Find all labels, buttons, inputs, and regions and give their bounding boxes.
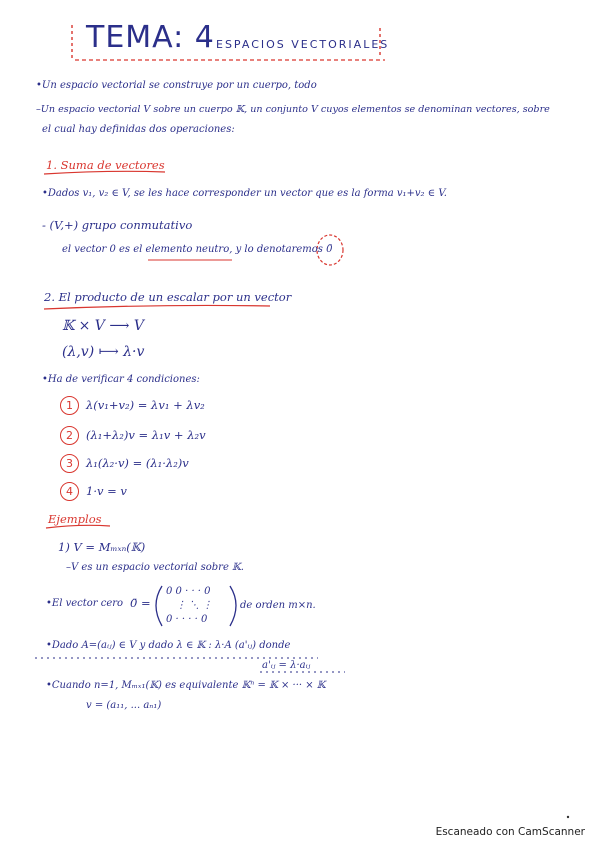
matrix-left-paren bbox=[156, 586, 162, 626]
example-1-note: –V es un espacio vectorial sobre 𝕂. bbox=[66, 562, 244, 573]
condition-number-3: 3 bbox=[60, 454, 79, 473]
intro-line-2: –Un espacio vectorial V sobre un cuerpo 𝕂, un conjunto V cuyos elementos se denominan vectores, sobre bbox=[36, 104, 550, 115]
zero-vector-symbol: 0̄ = bbox=[130, 596, 151, 610]
condition-text-4: 1·v = v bbox=[86, 484, 127, 498]
zero-vector-suffix: de orden m×n. bbox=[240, 600, 316, 611]
map-domain: 𝕂 × V ⟶ V bbox=[62, 318, 144, 334]
examples-heading: Ejemplos bbox=[48, 512, 102, 526]
example-1: 1) V = Mₘₓₙ(𝕂) bbox=[58, 540, 146, 554]
intro-line-1: •Un espacio vectorial se construye por un cuerpo, todo bbox=[36, 80, 317, 91]
section2-underline bbox=[44, 305, 270, 309]
scanner-footer: Escaneado con CamScanner bbox=[435, 826, 585, 838]
matrix-row-1: 0 0 · · · 0 bbox=[166, 586, 211, 597]
scalar-product-entry: a'ᵢⱼ = λ·aᵢⱼ bbox=[262, 660, 311, 671]
equivalence-vector: v = (a₁₁, ... aₙ₁) bbox=[86, 700, 162, 711]
section1-heading: 1. Suma de vectores bbox=[46, 158, 165, 172]
map-rule: (λ,v) ⟼ λ·v bbox=[62, 344, 145, 360]
condition-text-2: (λ₁+λ₂)v = λ₁v + λ₂v bbox=[86, 428, 206, 442]
conditions-intro: •Ha de verificar 4 condiciones: bbox=[42, 374, 200, 385]
zero-vector-prefix: •El vector cero bbox=[46, 598, 124, 609]
section1-line-2: - (V,+) grupo conmutativo bbox=[42, 218, 193, 232]
title-subtitle: ESPACIOS VECTORIALES bbox=[216, 38, 390, 51]
condition-text-1: λ(v₁+v₂) = λv₁ + λv₂ bbox=[86, 398, 205, 412]
matrix-right-paren bbox=[230, 586, 236, 626]
condition-number-2: 2 bbox=[60, 426, 79, 445]
section1-line-3: el vector 0 es el elemento neutro, y lo denotaremos 0̄ bbox=[62, 244, 333, 255]
condition-number-1: 1 bbox=[60, 396, 79, 415]
title-main: TEMA: 4 bbox=[86, 20, 215, 55]
intro-line-3: el cual hay definidas dos operaciones: bbox=[42, 124, 235, 135]
scalar-product-line: •Dado A=(aᵢⱼ) ∈ V y dado λ ∈ 𝕂 : λ·A (a'ᵢⱼ) donde bbox=[46, 640, 291, 651]
scan-dot bbox=[567, 816, 569, 818]
matrix-row-2: ⋮ ⋱ ⋮ bbox=[176, 600, 213, 611]
section1-line-1: •Dados v₁, v₂ ∈ V, se les hace corresponder un vector que es la forma v₁+v₂ ∈ V. bbox=[42, 188, 447, 199]
section2-heading: 2. El producto de un escalar por un vector bbox=[44, 290, 292, 304]
condition-number-4: 4 bbox=[60, 482, 79, 501]
condition-text-3: λ₁(λ₂·v) = (λ₁·λ₂)v bbox=[86, 456, 189, 470]
matrix-row-3: 0 · · · · 0 bbox=[166, 614, 208, 625]
equivalence-line: •Cuando n=1, Mₘₓ₁(𝕂) es equivalente 𝕂ⁿ = 𝕂 × ··· × 𝕂 bbox=[46, 680, 326, 691]
